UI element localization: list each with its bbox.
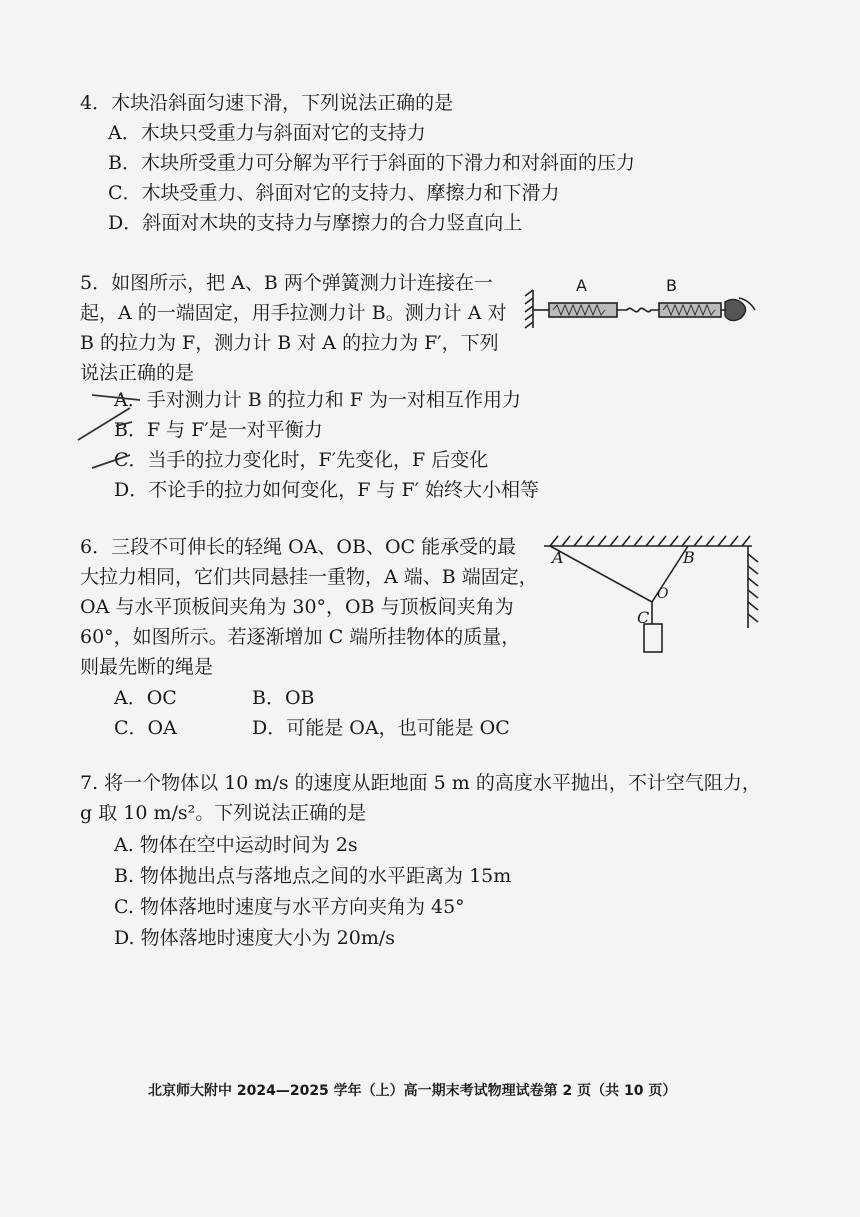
q7-option-d: D. 物体落地时速度大小为 20m/s (114, 927, 396, 949)
q4-option-b: B．木块所受重力可分解为平行于斜面的下滑力和对斜面的压力 (108, 152, 635, 174)
q6-stem-line-3: OA 与水平顶板间夹角为 30°，OB 与顶板间夹角为 (80, 596, 514, 618)
q5-stem-line-4: 说法正确的是 (80, 362, 195, 384)
q6-stem-line-2: 大拉力相同，它们共同悬挂一重物，A 端、B 端固定， (80, 566, 538, 588)
q6-stem-line-5: 则最先断的绳是 (80, 656, 214, 678)
q4-option-c: C．木块受重力、斜面对它的支持力、摩擦力和下滑力 (108, 182, 560, 204)
spring-scale-figure (525, 280, 755, 340)
q4-stem: 4．木块沿斜面匀速下滑，下列说法正确的是 (80, 92, 454, 114)
q5-option-d: D．不论手的拉力如何变化，F 与 F′ 始终大小相等 (114, 479, 540, 501)
q5-figure-label-a: A (576, 276, 587, 295)
q5-option-c: C．当手的拉力变化时，F′先变化，F 后变化 (114, 449, 489, 471)
q5-stem-line-1: 5．如图所示，把 A、B 两个弹簧测力计连接在一 (80, 272, 493, 294)
q4-option-d: D．斜面对木块的支持力与摩擦力的合力竖直向上 (108, 212, 523, 234)
q7-option-a: A. 物体在空中运动时间为 2s (114, 834, 358, 856)
rope-figure (540, 528, 760, 678)
q6-stem-line-1: 6．三段不可伸长的轻绳 OA、OB、OC 能承受的最 (80, 536, 517, 558)
q6-option-d: D．可能是 OA，也可能是 OC (252, 717, 510, 739)
q6-figure-label-o: O (657, 586, 669, 602)
q4-option-a: A．木块只受重力与斜面对它的支持力 (108, 122, 426, 144)
q5-option-a: A．手对测力计 B 的拉力和 F 为一对相互作用力 (114, 389, 522, 411)
q5-figure-label-b: B (666, 276, 677, 295)
q7-option-c: C. 物体落地时速度与水平方向夹角为 45° (114, 896, 465, 918)
q7-option-b: B. 物体抛出点与落地点之间的水平距离为 15m (114, 865, 512, 887)
q7-stem-line-2: g 取 10 m/s²。下列说法正确的是 (80, 802, 367, 824)
q6-option-b: B．OB (252, 687, 315, 709)
q6-option-a: A．OC (114, 687, 177, 709)
q6-stem-line-4: 60°，如图所示。若逐渐增加 C 端所挂物体的质量， (80, 626, 521, 648)
q6-figure-label-b: B (683, 548, 695, 567)
q5-stem-line-2: 起，A 的一端固定，用手拉测力计 B。测力计 A 对 (80, 302, 507, 324)
q5-stem-line-3: B 的拉力为 F，测力计 B 对 A 的拉力为 F′，下列 (80, 332, 499, 354)
q6-figure-label-a: A (552, 548, 564, 567)
q6-figure-label-c: C (637, 608, 650, 627)
page-footer: 北京师大附中 2024—2025 学年（上）高一期末考试物理试卷第 2 页（共 10 页） (148, 1083, 677, 1099)
q5-option-b: B．F 与 F′是一对平衡力 (114, 419, 323, 441)
q7-stem-line-1: 7. 将一个物体以 10 m/s 的速度从距地面 5 m 的高度水平抛出，不计空气阻力， (80, 772, 761, 794)
q6-option-c: C．OA (114, 717, 177, 739)
